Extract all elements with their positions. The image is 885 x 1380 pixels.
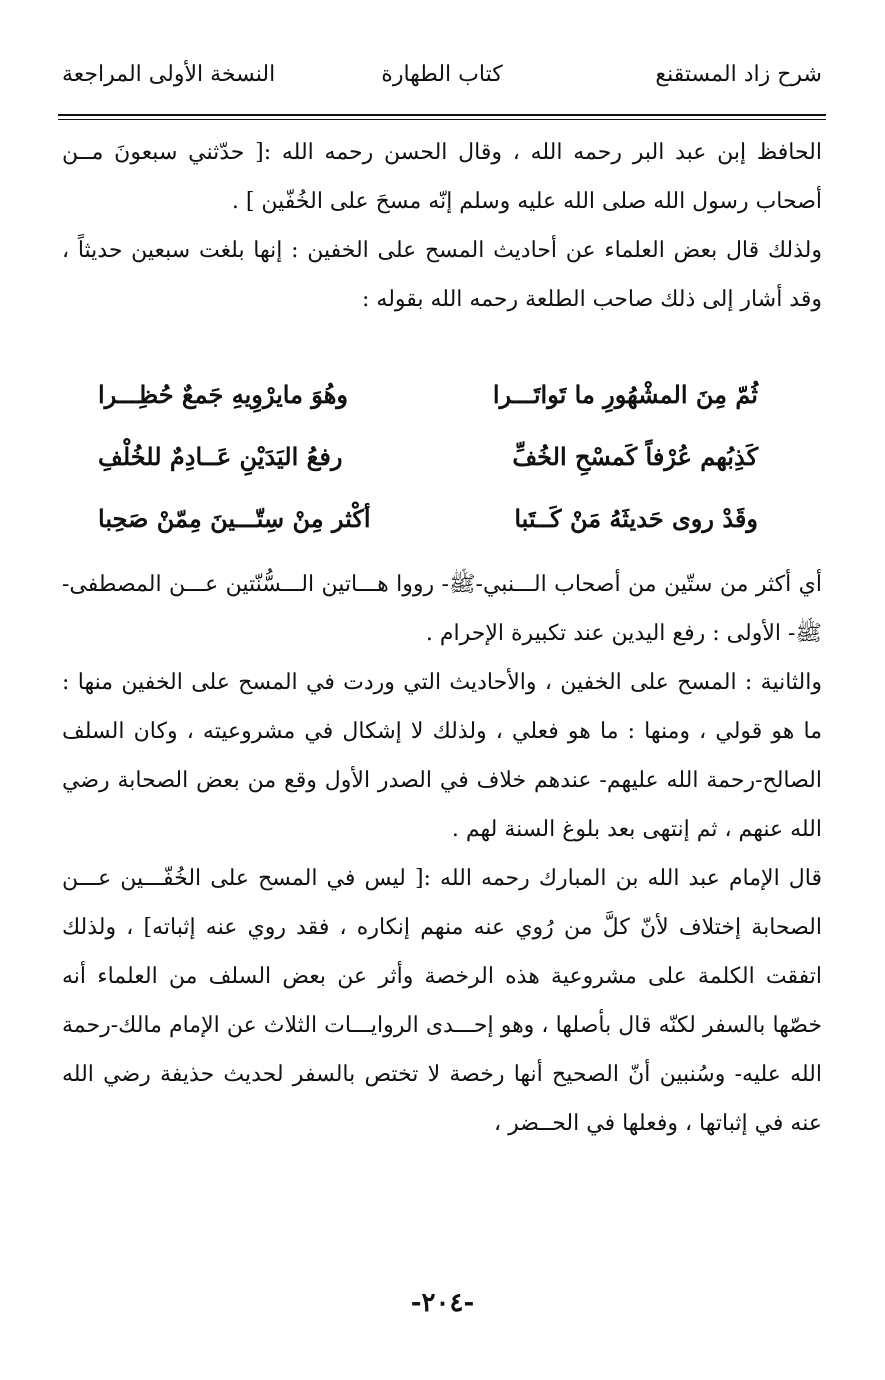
poem-verses [98,370,758,556]
verse-first-hemistich: وقَدْ روى حَديثَهُ مَنْ كَــتَبا [514,504,758,533]
paragraph: والثانية : المسح على الخفين ، والأحاديث التي وردت في المسح على الخفين منها : ما هو قولي ، ومنها : ما هو فعلي ، ولذلك لا إشكال في مشروعيته ، وكان السلف الصالح-رحمة الله عليهم- عندهم خلاف في الصدر الأول وقع من بعض الصحابة رضي الله عنهم ، ثم إنتهى بعد بلوغ السنة لهم . [62,670,822,842]
chapter-title: كتاب الطهارة [381,62,503,87]
edition-note: النسخة الأولى المراجعة [62,62,276,87]
paragraph: ولذلك قال بعض العلماء عن أحاديث المسح على الخفين : إنها بلغت سبعين حديثاً ، وقد أشار إلى ذلك صاحب الطلعة رحمه الله بقوله : [62,238,822,312]
book-title: شرح زاد المستقنع [655,62,822,87]
header-divider [58,114,826,120]
verse-line [98,370,758,432]
page-number: -٢٠٤- [410,1288,475,1318]
verse-line [98,494,758,556]
paragraph: أي أكثر من ستّين من أصحاب الـــنبي-ﷺ- رووا هـــاتين الـــسُّنّتين عـــن المصطفى-ﷺ- الأولى : رفع اليدين عند تكبيرة الإحرام . [62,572,822,646]
verse-first-hemistich: ثُمّ مِنَ المشْهُورِ ما تَواتَـــرا [492,380,758,409]
verse-line [98,432,758,494]
verse-second-hemistich: أكْثر مِنْ سِتّـــينَ مِمّنْ صَحِبا [98,504,371,533]
verse-second-hemistich: رفعُ اليَدَيْنِ عَــادِمٌ للخُلْفِ [98,442,343,471]
verse-first-hemistich: كَذِبُهم عُرْفاً كَمسْحِ الخُفِّ [512,442,758,471]
paragraph: قال الإمام عبد الله بن المبارك رحمه الله :[ ليس في المسح على الخُفّـــين عـــن الصحابة إختلاف لأنّ كلَّ من رُوي عنه منهم إنكاره ، فقد روي عنه إثباته] ، ولذلك اتفقت الكلمة على مشروعية هذه الرخصة وأثر عن بعض السلف من العلماء أنه خصّها بالسفر لكنّه قال بأصلها ، وهو إحـــدى الروايـــات الثلاث عن الإمام مالك-رحمة الله عليه- وسُنبين أنّ الصحيح أنها رخصة لا تختص بالسفر لحديث حذيفة رضي الله عنه في إثباتها ، وفعلها في الحــضر ، [62,866,823,1136]
paragraph: الحافظ إبن عبد البر رحمه الله ، وقال الحسن رحمه الله :[ حدّثني سبعونَ مــن أصحاب رسول الله صلى الله عليه وسلم إنّه مسحَ على الخُفّين ] . [62,140,822,214]
verse-second-hemistich: وهُوَ مايرْوِيهِ جَمعٌ حُظِـــرا [98,380,348,409]
body-text-upper [62,128,822,324]
running-header [62,58,822,102]
body-text-lower [62,560,822,1148]
